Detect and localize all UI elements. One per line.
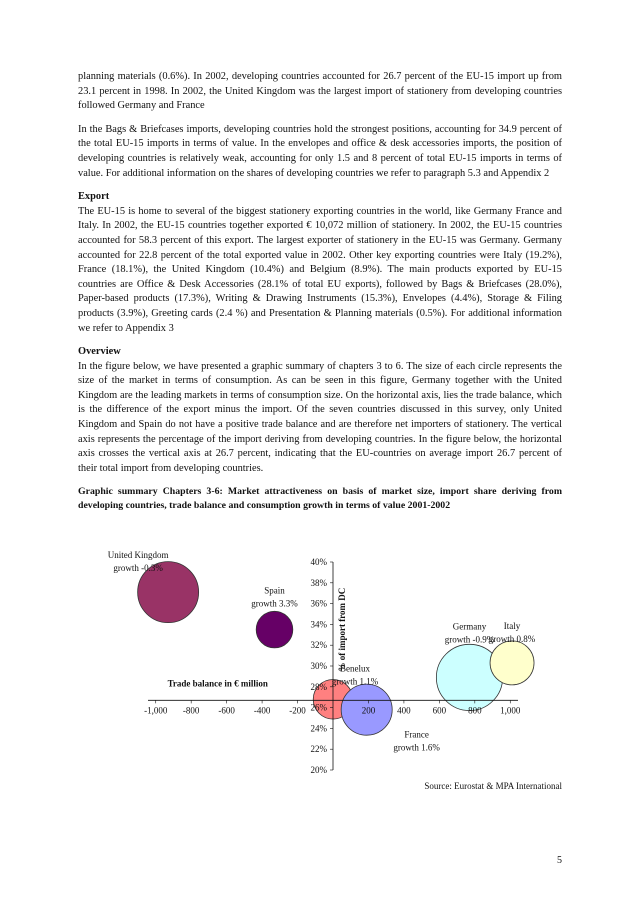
- x-axis-title: Trade balance in € million: [167, 678, 268, 689]
- label-france: France: [404, 729, 429, 740]
- growth-france: growth 1.6%: [393, 742, 440, 753]
- y-tick-label: 24%: [310, 723, 327, 734]
- growth-spain: growth 3.3%: [251, 598, 298, 609]
- paragraph-import-share: planning materials (0.6%). In 2002, developing countries accounted for 26.7 percent of the EU-15 import up from 23.1 percent in 1998. In 2002, the United Kingdom was the largest import of stationery from developing countries followed Germany and France: [78, 71, 562, 112]
- x-tick-label: -800: [182, 705, 200, 716]
- label-italy: Italy: [503, 620, 521, 631]
- label-germany: Germany: [452, 621, 487, 632]
- growth-benelux: growth 1.1%: [331, 676, 379, 687]
- source-note: Source: Eurostat & MPA International: [424, 781, 562, 791]
- body-text: [78, 70, 562, 521]
- x-tick-label: 200: [361, 705, 376, 716]
- paragraph-bags-briefcases: In the Bags & Briefcases imports, developing countries hold the strongest positions, accounting for 34.9 percent of the total EU-15 imports in terms of value. In the envelopes and office & desk accessories imports, the position of developing countries is relatively weak, accounting for only 1.5 and 8 percent of total EU-15 imports in terms of value. For additional information on the shares of developing countries we refer to paragraph 5.3 and Appendix 2: [78, 123, 562, 179]
- page-number: 5: [557, 855, 562, 866]
- x-tick-label: 1,000: [500, 705, 521, 716]
- heading-overview: Overview: [78, 346, 121, 358]
- y-tick-label: 20%: [310, 765, 327, 775]
- growth-germany: growth -0.9%: [444, 634, 495, 645]
- x-tick-label: -400: [253, 705, 271, 716]
- label-united-kingdom: United Kingdom: [107, 550, 169, 561]
- x-tick-label: -600: [218, 705, 235, 716]
- y-axis-title: % of import from DC: [337, 587, 347, 672]
- y-tick-label: 40%: [310, 557, 327, 567]
- y-tick-label: 34%: [310, 619, 327, 630]
- y-tick-label: 36%: [310, 598, 327, 609]
- x-tick-label: 400: [397, 705, 411, 716]
- y-tick-label: 32%: [310, 640, 327, 651]
- label-benelux: Benelux: [340, 663, 370, 674]
- bubble-spain: [256, 611, 293, 648]
- x-tick-label: 800: [468, 705, 482, 716]
- y-tick-label: 22%: [310, 744, 327, 755]
- heading-export: Export: [78, 191, 110, 203]
- y-tick-label: 28%: [310, 681, 327, 692]
- x-tick-label: -1,000: [144, 705, 168, 716]
- y-tick-label: 26%: [310, 702, 327, 713]
- paragraph-export: The EU-15 is home to several of the biggest stationery exporting countries in the world, like Germany France and Italy. In 2002, the EU-15 countries together exported € 10,072 million of stationery. In 2002, the EU-15 countries accounted for 58.3 percent of this export. The largest exporter of stationery in the EU-15 was Germany. Germany accounted for 22.8 percent of the total exported value in 2002. Other key exporting countries were Italy (19.2%), France (18.1%), the United Kingdom (10.4%) and Belgium (8.9%). The main products exported by EU-15 countries are Office & Desk Accessories (28.1% of total EU exports), followed by Bags & Briefcases (28.0%), Paper-based products (17.3%), Writing & Drawing Instruments (15.3%), Envelopes (4.4%), Storage & Filing products (3.9%), Greeting cards (2.4 %) and Presentation & Planning materials (0.5%). For additional information we refer to Appendix 3: [78, 205, 562, 334]
- bubble-chart-svg: [78, 550, 562, 780]
- paragraph-overview: In the figure below, we have presented a graphic summary of chapters 3 to 6. The size of each circle represents the size of the market in terms of consumption. As can be seen in this figure, Germany together with the United Kingdom are the leading markets in terms of consumption size. On the horizontal axis, lies the trade balance, which is the difference of the export minus the import. Of the seven countries discussed in this survey, only United Kingdom and Spain do not have a positive trade balance and are therefore net importers of stationery. The vertical axis represents the percentage of the import deriving from developing countries. In the figure below, the horizontal axis crosses the vertical axis at 26.7 percent, indicating that the EU-countries on average import 26.7 percent of their total import from developing countries.: [78, 360, 562, 474]
- label-spain: Spain: [264, 585, 285, 596]
- bubble-italy: [490, 641, 534, 685]
- y-tick-label: 38%: [310, 577, 327, 588]
- growth-united-kingdom: growth -0.3%: [113, 563, 163, 574]
- y-tick-label: 30%: [310, 661, 327, 671]
- growth-italy: growth 0.8%: [488, 633, 536, 644]
- bubble-chart: [78, 550, 562, 800]
- figure-caption: Graphic summary Chapters 3-6: Market attractiveness on basis of market size, import share deriving from developing countries, trade balance and consumption growth in terms of value 2001-2002: [78, 486, 562, 511]
- x-tick-label: 600: [432, 705, 447, 716]
- x-tick-label: -200: [289, 705, 306, 716]
